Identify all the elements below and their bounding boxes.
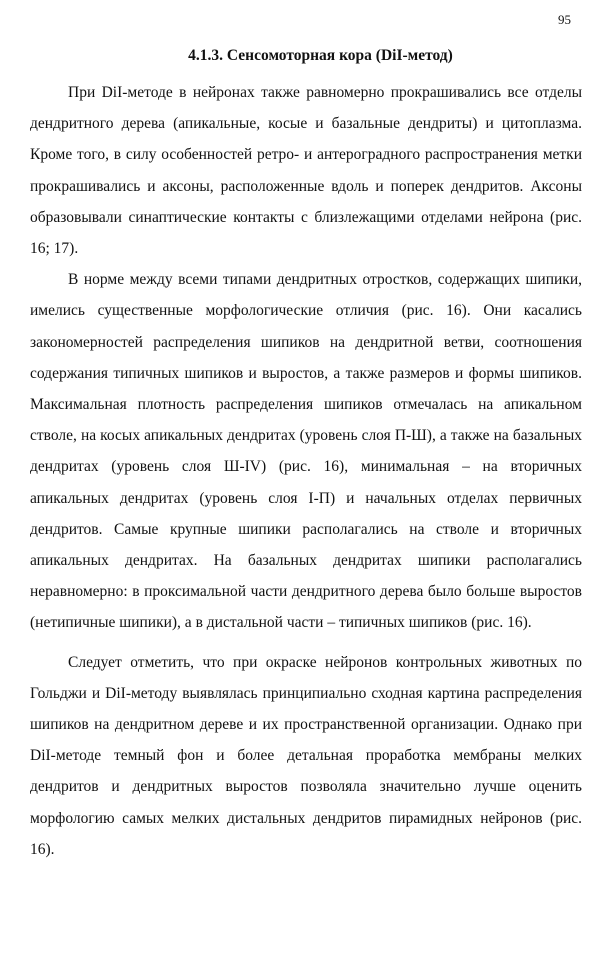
paragraph-dii-staining: При DiI-методе в нейронах также равномерно прокрашивались все отделы дендритного дерева (апикальные, косые и базальные дендриты) и цитоплазма. Кроме того, в силу особенностей ретро- и антероградного распространения метки прокрашивались и аксоны, расположенные вдоль и поперек дендритов. Аксоны образовывали синаптические контакты с близлежащими отделами нейрона (рис. 16; 17). xyxy=(30,84,582,258)
paragraph-spine-distribution: В норме между всеми типами дендритных отростков, содержащих шипики, имелись существенные морфологические отличия (рис. 16). Они касались закономерностей распределения шипиков на дендритной ветви, соотношения содержания типичных шипиков и выростов, а также размеров и формы шипиков. Максимальная плотность распределения шипиков отмечалась на апикальном стволе, на косых апикальных дендритах (уровень слоя П-Ш), а также на базальных дендритах (уровень слоя Ш-IV) (рис. 16), минимальная – на вторичных апикальных дендритах (уровень слоя I-П) и начальных отделах первичных дендритов. Самые крупные шипики располагались на стволе и вторичных апикальных дендритах. На базальных дендритах шипики располагались неравномерно: в проксимальной части дендритного дерева было больше выростов (нетипичные шипики), а в дистальной части – типичных шипиков (рис. 16). xyxy=(30,271,582,632)
body-text xyxy=(30,77,582,865)
paragraph-method-comparison: Следует отметить, что при окраске нейронов контрольных животных по Гольджи и DiI-методу выявлялась принципиально сходная картина распределения шипиков на дендритном дереве и их пространственной организации. Однако при DiI-методе темный фон и более детальная проработка мембраны мелких дендритов и дендритных выростов позволяла значительно лучше оценить морфологию самых мелких дистальных дендритов пирамидных нейронов (рис. 16). xyxy=(30,653,582,858)
section-heading: 4.1.3. Сенсомоторная кора (DiI-метод) xyxy=(188,47,453,64)
page-number: 95 xyxy=(558,12,571,27)
